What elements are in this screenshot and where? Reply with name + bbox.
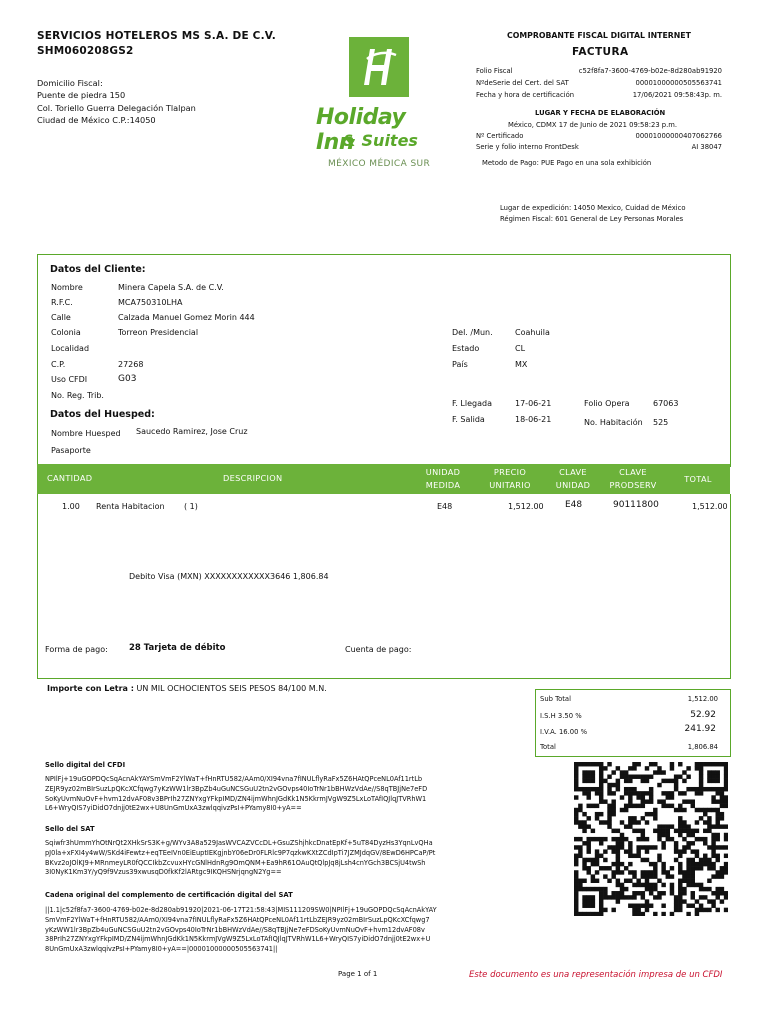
col-descripcion: DESCRIPCION: [223, 473, 283, 483]
folio-opera-label: Folio Opera: [584, 399, 630, 408]
item-precio: 1,512.00: [508, 502, 544, 511]
lugar-fecha-label: LUGAR Y FECHA DE ELABORACIÓN: [535, 109, 666, 117]
sello-cfdi-line: SoKyUvmNuOvF+hvm12dvAF08v3BPrIh27ZNYxgYFkpIMD/ZN4ijmWhnJGdKk1N5KkrmJVgW9Z5LxLoTAfIQJlqJTVRhW1: [45, 794, 427, 803]
col-precio: [481, 466, 539, 492]
cadena-label: Cadena original del complemento de certificación digital del SAT: [45, 891, 293, 899]
sello-cfdi-line: NPIlFj+19uGOPDQcSqAcnAkYAYSmVmF2YlWaT+fHnRTU582/AAm0/XI94vna7fINULflyRaFx5Z6HAtQPceNL0Af11rtLb: [45, 775, 423, 783]
importe-letra-label: Importe con Letra :: [47, 684, 134, 693]
metodo-pago: Metodo de Pago: PUE Pago en una sola exhibición: [482, 159, 652, 167]
pais-label: País: [452, 360, 468, 369]
certificado-label: Nº Certificado: [476, 132, 524, 140]
cliente-nombre: Minera Capela S.A. de C.V.: [118, 283, 224, 292]
iva-value: 241.92: [684, 724, 716, 734]
cadena-line: 38PrIh27ZNYxgYFkpIMD/ZN4ijmWhnJGdKk1N5KkrmJVgW9Z5LxLoTAfIQJlqJTVRhW1L6+WryQIS7yiDidO7dnjj0tE2wx+U: [45, 935, 431, 944]
folio-fiscal-label: Folio Fiscal: [476, 67, 513, 75]
pasaporte-label: Pasaporte: [51, 446, 91, 455]
sello-cfdi-line: ZEJR9yz02mBIrSuzLpQKcXCfqwg7yKzWW1lr3BpZb4uGuNCSGuU2tn2vGOvps40IoTrNr1bBHWzVdAe//S8qTBJjNe7eFD: [45, 784, 428, 793]
col-unidad-line2: MEDIDA: [425, 480, 461, 490]
items-header: [37, 464, 730, 494]
huesped-nombre: Saucedo Ramirez, Jose Cruz: [136, 427, 248, 436]
uso-cfdi-label: Uso CFDI: [51, 375, 88, 384]
cadena-line: SmVmF2YlWaT+fHnRTU582/AAm0/XI94vna7fINULflyRaFx5Z6HAtQPceNL0Af11rtLbZEJR9yz02mBIrSuzLpQKcXCfqwg7: [45, 915, 430, 924]
serie-cert-sat-label: NºdeSerie del Cert. del SAT: [476, 79, 569, 87]
item-clave-prodserv: 90111800: [613, 500, 659, 510]
qr-code-icon: [574, 762, 728, 916]
logo-sub: & Suites: [342, 131, 418, 150]
col-clave-ps-line1: CLAVE: [619, 467, 647, 477]
subtotal: 1,512.00: [687, 695, 718, 703]
serie-folio: AI 38047: [691, 143, 722, 151]
cadena-line: 8UnGmUxA3zwlqqivzPsI+PYamy8I0+yA==|00001000000505563741||: [45, 945, 278, 954]
issuer-rfc: SHM060208GS2: [37, 45, 134, 57]
item-unidad-medida: E48: [437, 502, 453, 511]
serie-cert-sat: 00001000000505563741: [635, 79, 722, 87]
cuenta-pago-label: Cuenta de pago:: [345, 645, 412, 654]
logo-brand: Holiday Inn: [316, 105, 406, 155]
llegada-date: 17-06-21: [515, 399, 552, 408]
item-descripcion: Renta Habitacion: [96, 502, 165, 511]
localidad-label: Localidad: [51, 344, 90, 353]
domicilio-label: Domicilio Fiscal:: [37, 78, 103, 88]
col-cantidad: CANTIDAD: [47, 473, 93, 483]
subtotal-label: Sub Total: [540, 695, 571, 703]
lugar-fecha: México, CDMX 17 de Junio de 2021 09:58:23 p.m.: [508, 121, 678, 129]
col-precio-line1: PRECIO: [493, 467, 527, 477]
holiday-inn-logo: [312, 37, 447, 177]
col-total: TOTAL: [684, 474, 712, 484]
regimen-fiscal: Régimen Fiscal: 601 General de Ley Personas Morales: [500, 215, 684, 223]
cliente-pais: MX: [515, 360, 528, 369]
rfc-label: R.F.C.: [51, 298, 73, 307]
cliente-cp: 27268: [118, 360, 144, 369]
doc-type: FACTURA: [572, 46, 629, 58]
cliente-calle: Calzada Manuel Gomez Morin 444: [118, 313, 255, 322]
col-clave-prodserv: [602, 466, 664, 492]
col-precio-line2: UNITARIO: [489, 480, 531, 490]
cadena-line: ||1.1|c52f8fa7-3600-4769-b02e-8d280ab91920|2021-06-17T21:58:43|MIS111209SW0|NPIlFj+19uGOPDQcSqAcnAkYAY: [45, 906, 437, 914]
habitacion-label: No. Habitación: [584, 418, 643, 427]
sello-sat-line: BKvz2oJOlKJ9+MRnmeyLR0fQCCIkbZcvuxHYcGNlHdnRg9OmQNM+Ea9hR61OAuQtQlpJq8jLsh4cnYGch3BCSjU4twSh: [45, 858, 426, 867]
huesped-section-title: Datos del Huesped:: [50, 409, 155, 420]
cp-label: C.P.: [51, 360, 66, 369]
col-clave-line2: UNIDAD: [555, 480, 591, 490]
address-line-1: Puente de piedra 150: [37, 90, 126, 100]
nombre-label: Nombre: [51, 283, 83, 292]
fecha-cert: 17/06/2021 09:58:43p. m.: [632, 91, 722, 99]
serie-folio-label: Serie y folio interno FrontDesk: [476, 143, 579, 151]
col-clave-ps-line2: PRODSERV: [609, 480, 657, 490]
delmun-label: Del. /Mun.: [452, 328, 493, 337]
forma-pago: 28 Tarjeta de débito: [129, 643, 226, 653]
sello-cfdi: [45, 775, 565, 814]
cliente-section-title: Datos del Cliente:: [50, 264, 146, 275]
huesped-nombre-label: Nombre Huesped: [51, 429, 121, 438]
doc-title: COMPROBANTE FISCAL DIGITAL INTERNET: [507, 31, 691, 40]
item-clave-unidad: E48: [565, 500, 583, 510]
cadena-line: yKzWW1lr3BpZb4uGuNCSGuU2tn2vGOvps40IoTrNr1bBHWzVdAe//S8qTBJjNe7eFDSoKyUvmNuOvF+hvm12dvAF08v: [45, 925, 425, 934]
col-unidad-line1: UNIDAD: [425, 467, 461, 477]
cliente-colonia: Torreon Presidencial: [118, 328, 199, 337]
ish-label: I.S.H 3.50 %: [540, 712, 582, 720]
forma-pago-label: Forma de pago:: [45, 645, 108, 654]
page-number: Page 1 of 1: [338, 970, 378, 978]
lugar-expedicion: Lugar de expedición: 14050 Mexico, Cuidad de México: [500, 204, 686, 212]
total-label: Total: [540, 743, 556, 751]
address-line-3: Ciudad de México C.P.:14050: [37, 115, 156, 125]
sello-sat-line: Sqiwfr3hUmmYhOtNrQt2XHkSrS3K+g/WYv3A8a529JasWVCAZVCcDL+GsuZShjhkcDnatEpKf+5uT84DyzHs3YqnLvQHa: [45, 839, 433, 847]
salida-label: F. Salida: [452, 415, 485, 424]
col-clave-unidad: [548, 466, 598, 492]
importe-letra-value: UN MIL OCHOCIENTOS SEIS PESOS 84/100 M.N.: [136, 684, 327, 693]
importe-letra: [47, 684, 327, 693]
folio-opera: 67063: [653, 399, 679, 408]
footer-note: Este documento es una representación impresa de un CFDI: [469, 970, 723, 980]
sello-cfdi-line: L6+WryQIS7yiDidO7dnjj0tE2wx+U8UnGmUxA3zwlqqivzPsI+PYamy8I0+yA==: [45, 804, 302, 813]
ish-value: 52.92: [690, 710, 716, 720]
cadena-original: [45, 906, 565, 955]
qr-code: [574, 762, 728, 916]
noreg-label: No. Reg. Trib.: [51, 391, 104, 400]
sello-sat-line: 3I0NyK1Km3Y/yQ9f9Vzus39xwusqD0fkKf2lARtgc9IKQHSNrjqngN2Yg==: [45, 868, 282, 877]
estado-label: Estado: [452, 344, 480, 353]
sello-cfdi-label: Sello digital del CFDI: [45, 761, 126, 769]
cliente-rfc: MCA750310LHA: [118, 298, 183, 307]
sello-sat: [45, 839, 565, 878]
cliente-estado: CL: [515, 344, 526, 353]
colonia-label: Colonia: [51, 328, 81, 337]
item-total: 1,512.00: [692, 502, 728, 511]
sello-sat-line: pJ0la+xFXI4y4wW/SKd4iFewtz+eqTEeIVn0EiEuptIEKgjnbY06eDr0FLRlc9P7qzkwKXtZCdIpTi7JZMJdqGV/8EwD6HPCaP/Pt: [45, 848, 436, 857]
cliente-uso-cfdi: G03: [118, 374, 137, 384]
item-cantidad: 1.00: [62, 502, 80, 511]
salida-date: 18-06-21: [515, 415, 552, 424]
folio-fiscal: c52f8fa7-3600-4769-b02e-8d280ab91920: [578, 67, 722, 75]
total-value: 1,806.84: [687, 743, 718, 751]
sello-sat-label: Sello del SAT: [45, 825, 95, 833]
item-desc-qty: ( 1): [184, 502, 198, 511]
iva-label: I.V.A. 16.00 %: [540, 728, 588, 736]
fecha-cert-label: Fecha y hora de certificación: [476, 91, 575, 99]
calle-label: Calle: [51, 313, 71, 322]
logo-location: MÉXICO MÉDICA SUR: [328, 159, 431, 169]
col-unidad-medida: [415, 466, 471, 492]
col-clave-line1: CLAVE: [559, 467, 587, 477]
cliente-delmun: Coahuila: [515, 328, 550, 337]
issuer-name: SERVICIOS HOTELEROS MS S.A. DE C.V.: [37, 30, 276, 42]
certificado: 00001000000407062766: [635, 132, 722, 140]
llegada-label: F. Llegada: [452, 399, 492, 408]
habitacion-number: 525: [653, 418, 669, 427]
address-line-2: Col. Toriello Guerra Delegación Tlalpan: [37, 103, 196, 113]
pago-detalle: Debito Visa (MXN) XXXXXXXXXXXX3646 1,806.84: [129, 572, 329, 581]
